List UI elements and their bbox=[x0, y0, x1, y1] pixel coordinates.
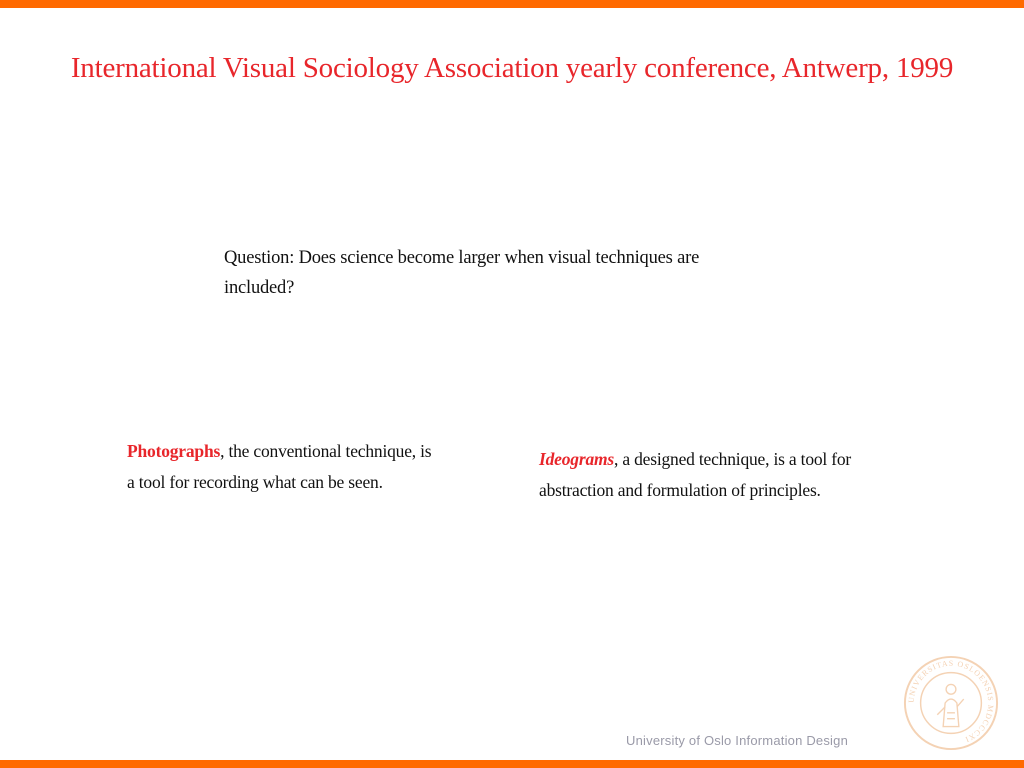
footer-text: University of Oslo Information Design bbox=[626, 733, 848, 748]
seal-text: UNIVERSITAS OSLOENSIS MDCCCXI bbox=[906, 658, 996, 745]
ideograms-paragraph bbox=[539, 444, 859, 505]
ideograms-term: Ideograms bbox=[539, 449, 615, 469]
bottom-accent-bar bbox=[0, 760, 1024, 768]
top-accent-bar bbox=[0, 0, 1024, 8]
ideograms-description: , a designed technique, is a tool for abstraction and formulation of principles. bbox=[539, 449, 852, 500]
university-seal-icon bbox=[902, 654, 1000, 752]
photographs-paragraph bbox=[127, 436, 437, 497]
question-text: Question: Does science become larger when visual techniques are included? bbox=[224, 248, 700, 298]
slide-title: International Visual Sociology Association yearly conference, Antwerp, 1999 bbox=[70, 52, 954, 84]
seal-figure bbox=[937, 684, 963, 726]
photographs-description: , the conventional technique, is a tool for recording what can be seen. bbox=[127, 441, 432, 492]
photographs-term: Photographs bbox=[127, 441, 221, 461]
